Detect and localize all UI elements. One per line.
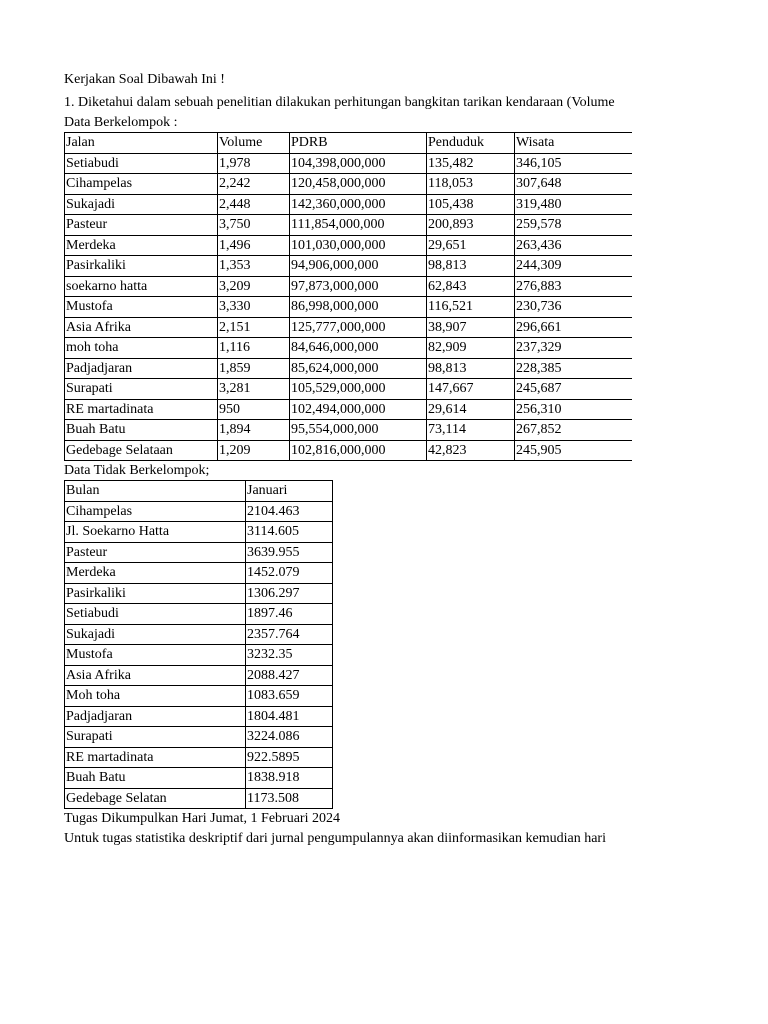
table-cell: Moh toha — [65, 686, 246, 707]
column-header: PDRB — [290, 133, 427, 154]
table-cell: Buah Batu — [65, 420, 218, 441]
table-row — [65, 501, 333, 522]
table-cell: 245,687 — [515, 379, 633, 400]
table-row — [65, 317, 633, 338]
table-cell: 120,458,000,000 — [290, 174, 427, 195]
table-cell: 3,281 — [218, 379, 290, 400]
table-cell: Pasteur — [65, 542, 246, 563]
table-cell: Mustofa — [65, 297, 218, 318]
table-row — [65, 624, 333, 645]
table-cell: 111,854,000,000 — [290, 215, 427, 236]
table-cell: 1,209 — [218, 440, 290, 461]
table-row — [65, 747, 333, 768]
question-text: 1. Diketahui dalam sebuah penelitian dilakukan perhitungan bangkitan tarikan kendaraan (Volume — [64, 95, 615, 110]
table-cell: 3224.086 — [246, 727, 333, 748]
table-cell: 94,906,000,000 — [290, 256, 427, 277]
table-row — [65, 379, 633, 400]
table-row — [65, 440, 633, 461]
table-cell: Sukajadi — [65, 194, 218, 215]
table-row — [65, 542, 333, 563]
table-cell: 142,360,000,000 — [290, 194, 427, 215]
table-cell: 82,909 — [427, 338, 515, 359]
table-row — [65, 297, 633, 318]
table-cell: 86,998,000,000 — [290, 297, 427, 318]
column-header: Bulan — [65, 481, 246, 502]
column-header: Wisata — [515, 133, 633, 154]
table-cell: 950 — [218, 399, 290, 420]
table-cell: Merdeka — [65, 563, 246, 584]
table-row — [65, 153, 633, 174]
table-cell: 3232.35 — [246, 645, 333, 666]
table-cell: 230,736 — [515, 297, 633, 318]
table-cell: 118,053 — [427, 174, 515, 195]
column-header: Januari — [246, 481, 333, 502]
table-cell: 102,494,000,000 — [290, 399, 427, 420]
table-cell: Buah Batu — [65, 768, 246, 789]
table-cell: 296,661 — [515, 317, 633, 338]
table-cell: Surapati — [65, 379, 218, 400]
table-cell: 147,667 — [427, 379, 515, 400]
table-cell: 2,242 — [218, 174, 290, 195]
table-cell: RE martadinata — [65, 747, 246, 768]
table-cell: 1,978 — [218, 153, 290, 174]
table-cell: 101,030,000,000 — [290, 235, 427, 256]
table-cell: 1306.297 — [246, 583, 333, 604]
instruction-text: Kerjakan Soal Dibawah Ini ! — [64, 72, 225, 87]
table-cell: 2,151 — [218, 317, 290, 338]
table-cell: 105,529,000,000 — [290, 379, 427, 400]
table-cell: 1,353 — [218, 256, 290, 277]
table-cell: Setiabudi — [65, 604, 246, 625]
table-row — [65, 522, 333, 543]
table-row — [65, 583, 333, 604]
table-cell: 3,330 — [218, 297, 290, 318]
table-cell: Asia Afrika — [65, 317, 218, 338]
table-cell: Cihampelas — [65, 501, 246, 522]
table-row — [65, 420, 633, 441]
table-cell: 105,438 — [427, 194, 515, 215]
table-cell: Cihampelas — [65, 174, 218, 195]
table-cell: 84,646,000,000 — [290, 338, 427, 359]
table-cell: 922.5895 — [246, 747, 333, 768]
ungrouped-data-title: Data Tidak Berkelompok; — [64, 463, 210, 478]
column-header: Penduduk — [427, 133, 515, 154]
table-cell: 29,651 — [427, 235, 515, 256]
grouped-data-table — [64, 132, 632, 461]
table-cell: 97,873,000,000 — [290, 276, 427, 297]
grouped-data-title: Data Berkelompok : — [64, 115, 178, 130]
table-cell: 256,310 — [515, 399, 633, 420]
table-cell: Mustofa — [65, 645, 246, 666]
ungrouped-data-table — [64, 480, 333, 809]
table-cell: 244,309 — [515, 256, 633, 277]
table-cell: 102,816,000,000 — [290, 440, 427, 461]
table-cell: 98,813 — [427, 256, 515, 277]
table-cell: 3,209 — [218, 276, 290, 297]
table-header-row — [65, 481, 333, 502]
content-area — [64, 66, 632, 849]
table-cell: 85,624,000,000 — [290, 358, 427, 379]
table-cell: 38,907 — [427, 317, 515, 338]
table-cell: 267,852 — [515, 420, 633, 441]
table-cell: 1173.508 — [246, 788, 333, 809]
table-cell: 1,496 — [218, 235, 290, 256]
table-cell: 346,105 — [515, 153, 633, 174]
table-cell: RE martadinata — [65, 399, 218, 420]
table-cell: 73,114 — [427, 420, 515, 441]
table-cell: 1,859 — [218, 358, 290, 379]
table-cell: 1804.481 — [246, 706, 333, 727]
table-row — [65, 686, 333, 707]
table-cell: Gedebage Selatan — [65, 788, 246, 809]
table-cell: 3114.605 — [246, 522, 333, 543]
table-row — [65, 768, 333, 789]
table-cell: Setiabudi — [65, 153, 218, 174]
table-cell: 276,883 — [515, 276, 633, 297]
table-cell: 62,843 — [427, 276, 515, 297]
table-cell: 3,750 — [218, 215, 290, 236]
column-header: Jalan — [65, 133, 218, 154]
deadline-text: Tugas Dikumpulkan Hari Jumat, 1 Februari 2024 — [64, 811, 340, 826]
table-cell: soekarno hatta — [65, 276, 218, 297]
table-row — [65, 399, 633, 420]
table-row — [65, 604, 333, 625]
table-cell: 135,482 — [427, 153, 515, 174]
table-cell: Asia Afrika — [65, 665, 246, 686]
table-row — [65, 645, 333, 666]
table-row — [65, 174, 633, 195]
table-row — [65, 256, 633, 277]
table-cell: 263,436 — [515, 235, 633, 256]
table-cell: 125,777,000,000 — [290, 317, 427, 338]
table-cell: 319,480 — [515, 194, 633, 215]
table-cell: 245,905 — [515, 440, 633, 461]
table-row — [65, 235, 633, 256]
table-row — [65, 338, 633, 359]
table-header-row — [65, 133, 633, 154]
table-cell: Merdeka — [65, 235, 218, 256]
table-row — [65, 194, 633, 215]
table-cell: 29,614 — [427, 399, 515, 420]
table-cell: Pasteur — [65, 215, 218, 236]
table-cell: 1452.079 — [246, 563, 333, 584]
table-cell: Surapati — [65, 727, 246, 748]
table-cell: 228,385 — [515, 358, 633, 379]
table-cell: 95,554,000,000 — [290, 420, 427, 441]
table-cell: Jl. Soekarno Hatta — [65, 522, 246, 543]
table-cell: 42,823 — [427, 440, 515, 461]
table-cell: Pasirkaliki — [65, 583, 246, 604]
table-cell: moh toha — [65, 338, 218, 359]
table-cell: 259,578 — [515, 215, 633, 236]
table-cell: 2357.764 — [246, 624, 333, 645]
table-cell: 1083.659 — [246, 686, 333, 707]
table-row — [65, 215, 633, 236]
table-cell: Padjadjaran — [65, 706, 246, 727]
table-cell: 237,329 — [515, 338, 633, 359]
table-cell: 2088.427 — [246, 665, 333, 686]
table-cell: 1,894 — [218, 420, 290, 441]
column-header: Volume — [218, 133, 290, 154]
table-cell: 104,398,000,000 — [290, 153, 427, 174]
table-cell: 1838.918 — [246, 768, 333, 789]
table-row — [65, 276, 633, 297]
table-cell: Sukajadi — [65, 624, 246, 645]
table-row — [65, 706, 333, 727]
table-cell: 2104.463 — [246, 501, 333, 522]
table-row — [65, 358, 633, 379]
table-cell: Gedebage Selataan — [65, 440, 218, 461]
table-row — [65, 727, 333, 748]
table-cell: 116,521 — [427, 297, 515, 318]
table-row — [65, 665, 333, 686]
table-cell: 307,648 — [515, 174, 633, 195]
table-cell: 98,813 — [427, 358, 515, 379]
table-cell: Pasirkaliki — [65, 256, 218, 277]
table-cell: Padjadjaran — [65, 358, 218, 379]
table-row — [65, 788, 333, 809]
table-cell: 200,893 — [427, 215, 515, 236]
table-cell: 1,116 — [218, 338, 290, 359]
table-cell: 3639.955 — [246, 542, 333, 563]
table-cell: 2,448 — [218, 194, 290, 215]
table-row — [65, 563, 333, 584]
table-cell: 1897.46 — [246, 604, 333, 625]
note-text: Untuk tugas statistika deskriptif dari jurnal pengumpulannya akan diinformasikan kemudian hari — [64, 831, 606, 846]
